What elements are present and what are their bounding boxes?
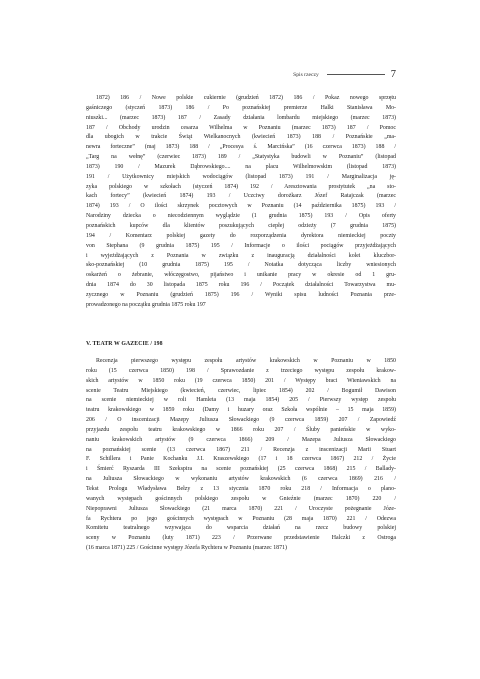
toc-line: 194 / Komentarz polskiej gazety do rozporządzenia dyrektora niemieckiej poczty <box>86 232 396 239</box>
toc-line: zyka polskiego w szkołach (styczeń 1874) 192 / Aresztowania prostytutek „na sto- <box>86 183 396 190</box>
toc-line: newra forteczne” (maj 1873) 188 / „Procesya ś. Marcińska” (16 czerwca 1873) 188 / <box>86 144 396 151</box>
toc-line: F. Schillera i Panie Kochanku J.I. Kraszewskiego (17 i 18 czerwca 1867) 212 / Życie <box>86 456 396 463</box>
toc-line: zycznego w Poznaniu (grudzień 1875) 196 / Wyniki spisu ludności Poznania prze- <box>86 291 396 298</box>
toc-line: oskarżeń o żebranie, włóczęgostwo, pijaństwo i unikanie pracy w okresie od 1 gru- <box>86 272 396 279</box>
toc-line: Narodziny dziecka o niecodziennym wyglądzie (1 grudnia 1875) 193 / Opis oferty <box>86 213 396 220</box>
toc-line: i wyjeżdżających z Poznania w związku z inauguracją działalności kolei kluczbor- <box>86 252 396 259</box>
toc-line: na scenie niemieckiej w roli Hamleta (13 maja 1854) 205 / Pierwszy występ zespołu <box>86 397 396 404</box>
toc-line: (16 marca 1871) 225 / Gościnne występy Józefa Rychtera w Poznaniu (marzec 1871) <box>86 545 287 552</box>
toc-line: sceny w Poznaniu (luty 1871) 223 / Przerwane przedstawienie Halczki z Ostroga <box>86 535 396 542</box>
toc-line: i Śmierć Ryszarda III Szekspira na scenie poznańskiej (25 czerwca 1868) 215 / Ballady- <box>86 466 396 473</box>
running-head <box>86 69 396 80</box>
toc-line: naniu krakowskich artystów (9 czerwca 1866) 209 / Mazepa Juliusza Słowackiego <box>86 436 396 443</box>
toc-line: fa Rychtera po jego gościnnych występach w Poznaniu (28 maja 1870) 221 / Odezwa <box>86 515 396 522</box>
toc-line: 206 / O inscenizacji Mazepy Juliusza Słowackiego (9 czerwca 1859) 207 / Zapowiedź <box>86 417 396 424</box>
toc-line: 187 / Obchody urodzin cesarza Wilhelma w Poznaniu (marzec 1873) 187 / Pomoc <box>86 124 396 131</box>
toc-line: 1874) 193 / O ilości skrzynek pocztowych w Poznaniu (14 października 1875) 193 / <box>86 203 396 210</box>
toc-line: poznańskich kupców dla klientów poszukujących ciepłej odzieży (7 grudnia 1875) <box>86 222 396 229</box>
toc-line: Komitetu teatralnego wzywająca do wsparcia działań na rzecz budowy polskiej <box>86 525 396 532</box>
toc-entries-continued <box>86 94 396 311</box>
toc-line: dnia 1874 do 30 listopada 1875 roku 196 / Początek działalności Towarzystwa mu- <box>86 282 396 289</box>
toc-line: von Stephana (9 grudnia 1875) 195 / Informacje o ilości pociągów przyjeżdżających <box>86 242 396 249</box>
running-head-rule <box>327 74 385 75</box>
toc-line: teatru krakowskiego w 1859 roku (Damy i huzary oraz Szkoła wspólnie – 15 maja 1859) <box>86 407 396 414</box>
toc-line: gaśniczego (styczeń 1873) 186 / Po poznańskiej premierze Halki Stanisława Mo- <box>86 104 396 111</box>
toc-line: przyjazdu zespołu teatru krakowskiego w 1866 roku 207 / Śluby panieńskie w wyko- <box>86 426 396 433</box>
toc-line: Recenzja pierwszego występu zespołu artystów krakowskich w Poznaniu w 1850 <box>96 358 396 364</box>
toc-line: wanych występach gościnnych polskiego zespołu w Gnieźnie (marzec 1870) 220 / <box>86 495 396 502</box>
toc-line: na poznańskiej scenie (13 czerwca 1867) 211 / Recenzja z inscenizacji Marii Stuart <box>86 446 396 453</box>
toc-line: „Targ na wełnę” (czerwiec 1873) 189 / „Statystyka budowli w Poznaniu” (listopad <box>86 154 396 161</box>
toc-line: Tekst Prologu Władysława Bełzy z 13 stycznia 1870 roku 218 / Informacja o plano- <box>86 485 396 492</box>
toc-line: 1873) 190 / Mazurek Dąbrowskiego.... na placu Wilhelmowskim (listopad 1873) <box>86 163 396 170</box>
running-head-title: Spis rzeczy <box>293 71 319 78</box>
toc-line: kach fortecy” (kwiecień 1874) 193 / Uczciwy dorożkarz Józef Ratajczak (marzec <box>86 193 396 200</box>
toc-line: niuszki... (marzec 1873) 187 / Zasady działania lombardu miejskiego (marzec 1873) <box>86 114 396 121</box>
page-number: 7 <box>390 69 396 80</box>
toc-line: 191 / Użytkownicy miejskich wodociągów (listopad 1873) 191 / Marginalizacja ję- <box>86 173 396 180</box>
toc-line: sko-poznańskiej (10 grudnia 1875) 195 / Notatka dotycząca liczby wniesionych <box>86 262 396 269</box>
toc-entries-teatr <box>86 357 396 554</box>
toc-line: roku (15 czerwca 1850) 198 / Sprawozdanie z trzeciego występu zespołu krakow- <box>86 367 396 374</box>
toc-line: dla ubogich w trakcie Świąt Wielkanocnych (kwiecień 1873) 188 / Poznańskie „ma- <box>86 134 396 141</box>
toc-line: 1872) 186 / Nowe polskie cukiernie (grudzień 1872) 186 / Pokaz nowego sprzętu <box>96 95 396 101</box>
section-heading: V. TEATR W GAZECIE / 198 <box>86 341 163 347</box>
toc-line: skich artystów w 1850 roku (19 czerwca 1850) 201 / Występy braci Wieniawskich na <box>86 377 396 384</box>
toc-line: prowadzonego na początku grudnia 1875 roku 197 <box>86 301 206 308</box>
toc-line: na Juliusza Słowackiego w wykonaniu artystów krakowskich (6 czerwca 1869) 216 / <box>86 476 396 483</box>
toc-line: Niepoprawni Juliusza Słowackiego (21 marca 1870) 221 / Uroczyste pożegnanie Józe- <box>86 505 396 512</box>
toc-line: scenie Teatru Miejskiego (kwiecień, czerwiec, lipiec 1854) 202 / Bogumił Dawison <box>86 387 396 394</box>
